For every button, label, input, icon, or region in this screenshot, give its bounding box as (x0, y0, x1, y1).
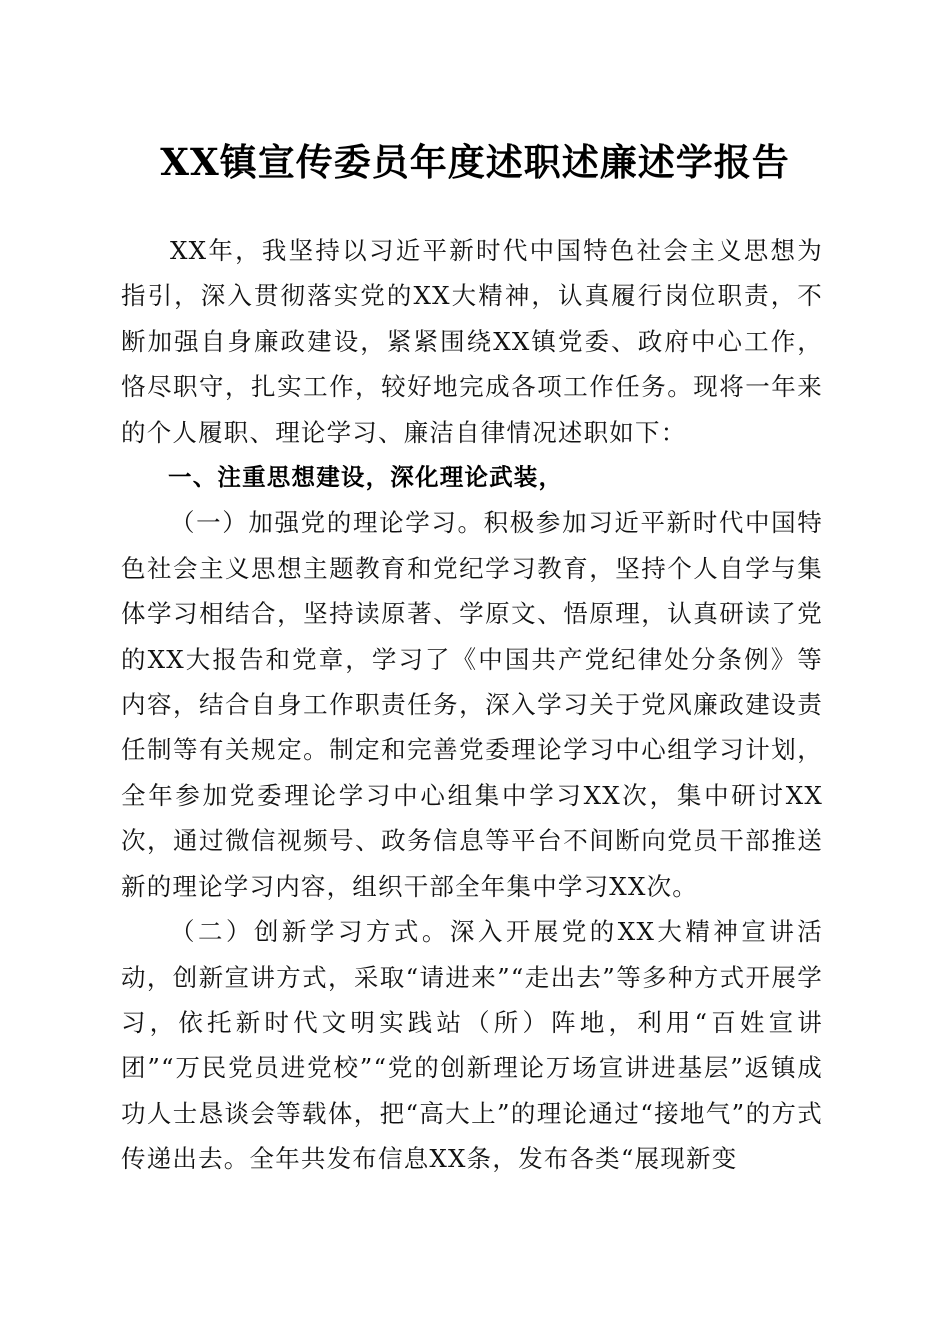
subsection-body-2: 深入开展党的XX大精神宣讲活动，创新宣讲方式，采取“请进来”“走出去”等多种方式开展学习，依托新时代文明实践站（所）阵地，利用“百姓宣讲团”“万民党员进党校”“党的创新理论万场宣讲进基层”返镇成功人士恳谈会等载体，把“高大上”的理论通过“接地气”的方式传递出去。全年共发布信息XX条，发布各类“展现新变 (121, 917, 824, 1174)
section-heading-1: 一、注重思想建设，深化理论武装， (168, 463, 564, 492)
subsection-paragraph-1 (121, 500, 823, 909)
subsection-heading-2: （二）创新学习方式。 (170, 917, 450, 947)
intro-paragraph: XX年，我坚持以习近平新时代中国特色社会主义思想为指引，深入贯彻落实党的XX大精神，认真履行岗位职责，不断加强自身廉政建设，紧紧围绕XX镇党委、政府中心工作，恪尽职守，扎实工作，较好地完成各项工作任务。现将一年来的个人履职、理论学习、廉洁自律情况述职如下： (121, 236, 823, 447)
document-body (121, 228, 823, 1182)
subsection-body-1: 积极参加习近平新时代中国特色社会主义思想主题教育和党纪学习教育，坚持个人自学与集体学习相结合，坚持读原著、学原文、悟原理，认真研读了党的XX大报告和党章，学习了《中国共产党纪律处分条例》等内容，结合自身工作职责任务，深入学习关于党风廉政建设责任制等有关规定。制定和完善党委理论学习中心组学习计划，全年参加党委理论学习中心组集中学习XX次，集中研讨XX次，通过微信视频号、政务信息等平台不间断向党员干部推送新的理论学习内容，组织干部全年集中学习XX次。 (121, 508, 823, 901)
subsection-paragraph-2 (121, 909, 823, 1181)
document-title: XX镇宣传委员年度述职述廉述学报告 (160, 140, 790, 184)
subsection-heading-1: （一）加强党的理论学习。 (170, 508, 484, 538)
